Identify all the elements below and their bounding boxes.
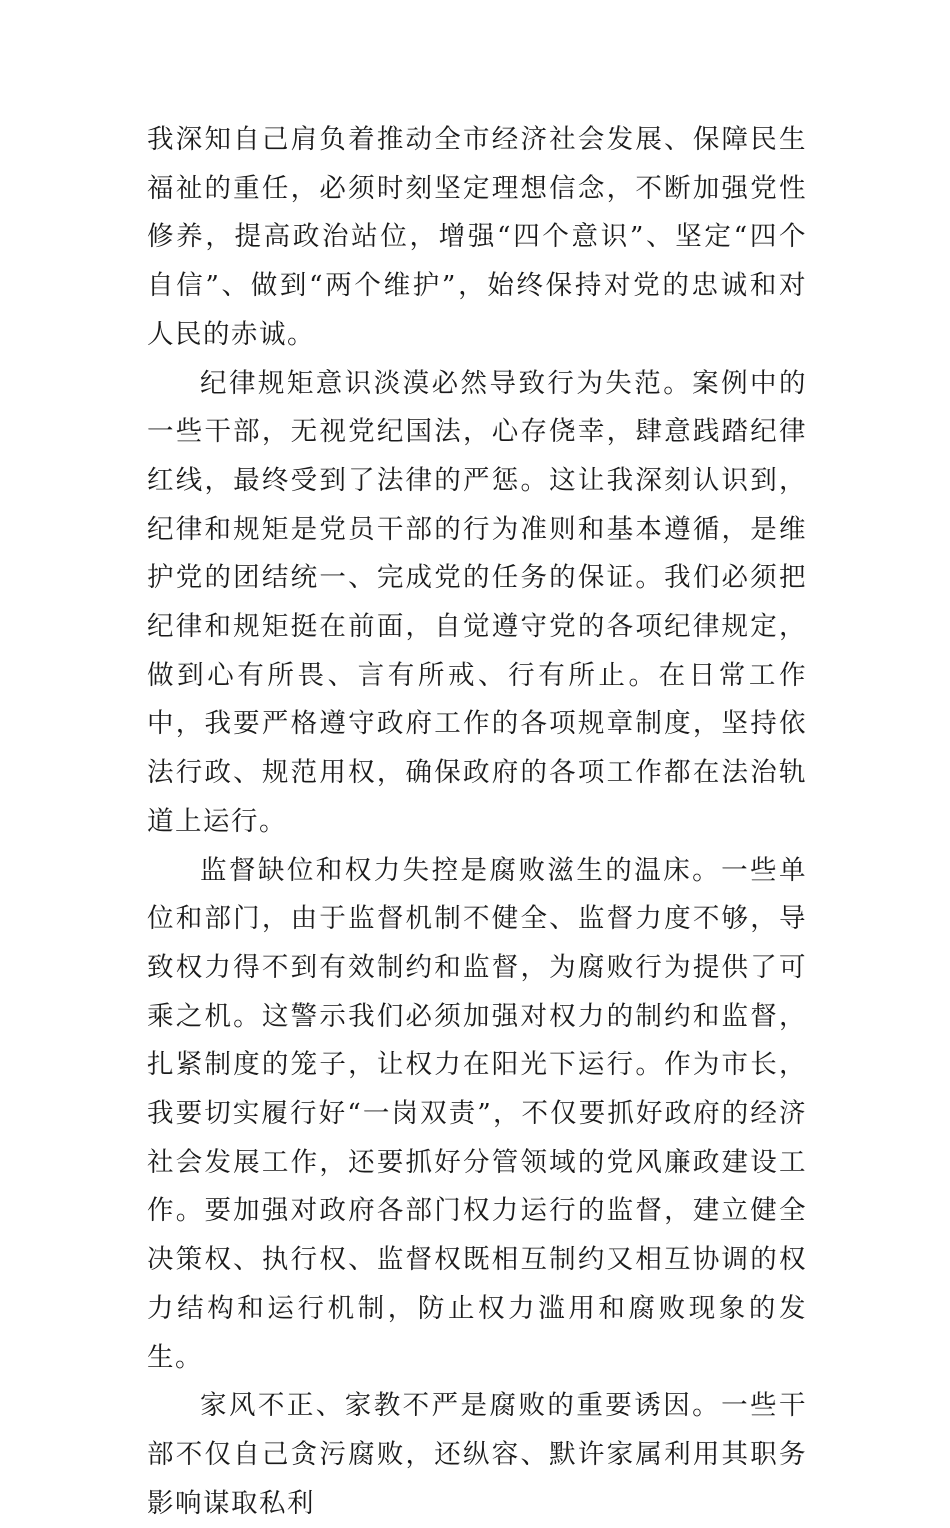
document-body <box>147 116 807 1528</box>
paragraph-4: 家风不正、家教不严是腐败的重要诱因。一些干部不仅自己贪污腐败，还纵容、默许家属利用其职务影响谋取私利 <box>147 1390 807 1519</box>
paragraph-2: 纪律规矩意识淡漠必然导致行为失范。案例中的一些干部，无视党纪国法，心存侥幸，肆意践踏纪律红线，最终受到了法律的严惩。这让我深刻认识到，纪律和规矩是党员干部的行为准则和基本遵循，是维护党的团结统一、完成党的任务的保证。我们必须把纪律和规矩挺在前面，自觉遵守党的各项纪律规定，做到心有所畏、言有所戒、行有所止。在日常工作中，我要严格遵守政府工作的各项规章制度，坚持依法行政、规范用权，确保政府的各项工作都在法治轨道上运行。 <box>147 367 807 837</box>
paragraph-3: 监督缺位和权力失控是腐败滋生的温床。一些单位和部门，由于监督机制不健全、监督力度不够，导致权力得不到有效制约和监督，为腐败行为提供了可乘之机。这警示我们必须加强对权力的制约和监督，扎紧制度的笼子，让权力在阳光下运行。作为市长，我要切实履行好“一岗双责”，不仅要抓好政府的经济社会发展工作，还要抓好分管领域的党风廉政建设工作。要加强对政府各部门权力运行的监督，建立健全决策权、执行权、监督权既相互制约又相互协调的权力结构和运行机制，防止权力滥用和腐败现象的发生。 <box>147 854 807 1373</box>
paragraph-1: 我深知自己肩负着推动全市经济社会发展、保障民生福祉的重任，必须时刻坚定理想信念，不断加强党性修养，提高政治站位，增强“四个意识”、坚定“四个自信”、做到“两个维护”，始终保持对党的忠诚和对人民的赤诚。 <box>147 124 807 350</box>
